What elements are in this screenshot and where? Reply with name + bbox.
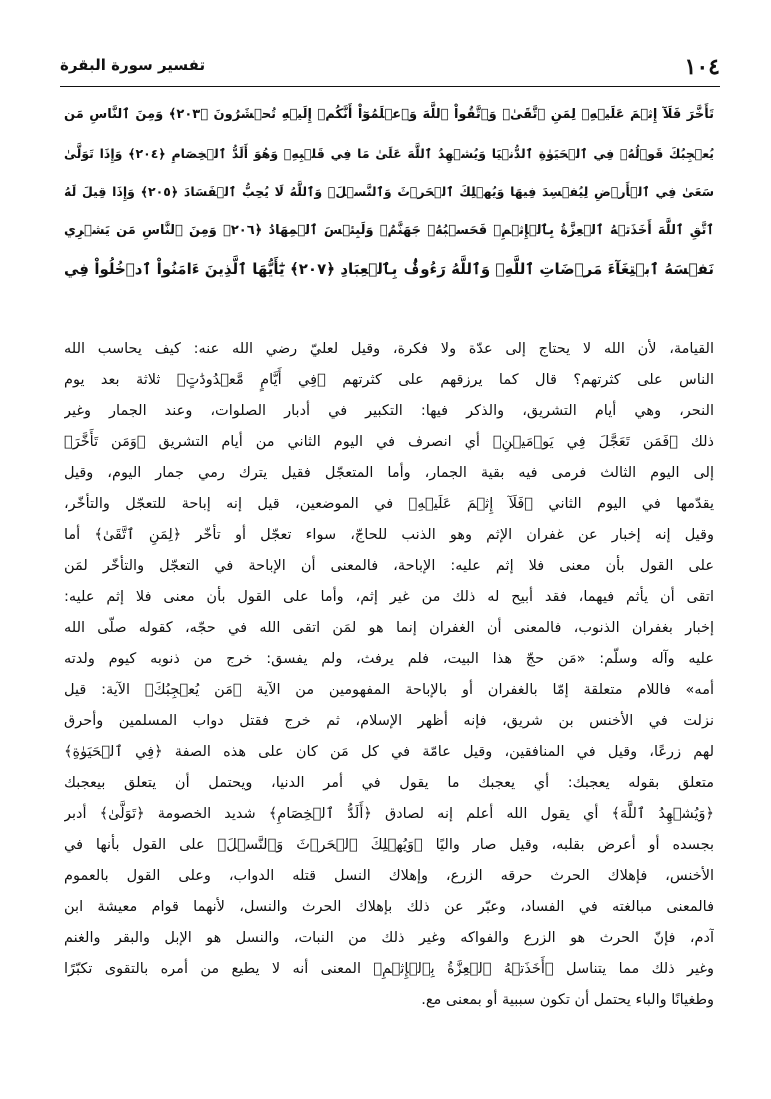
- quran-line: ٱتَّقِ ٱللَّهَ أَخَذَتۡهُ ٱلۡعِزَّةُ بِٱلۡإِثۡمِۚ فَحَسۡبُهُۥ جَهَنَّمُۖ وَلَبِئۡسَ ٱلۡمِهَادُ ﴿٢٠٦﴾ وَمِنَ ٱلنَّاسِ مَن يَشۡرِي: [64, 222, 714, 238]
- commentary-line: وطغيانًا والباء يحتمل أن تكون سببية أو بمعنى مع.: [421, 992, 714, 1008]
- header-divider: [60, 86, 720, 87]
- commentary-line: لهم زرعًا، وقيل في المنافقين، وقيل عامّة في كل مَن كان على هذه الصفة ﴿فِي ٱلۡحَيَوٰةِ﴾: [64, 744, 714, 760]
- commentary-line: أمه» فاللام متعلقة إمّا بالغفران أو بالإباحة المفهومين من الآية ﴿مَن يُعۡجِبُكَ﴾ الآية: قيل: [64, 682, 714, 698]
- commentary-line: الأخنس، فإهلاك الحرث حرقه الزرع، وإهلاك النسل قتله الدواب، وعلى القول بالعموم: [64, 868, 714, 884]
- commentary-line: عليه وآله وسلّم: «مَن حجّ هذا البيت، فلم يرفث، ولم يفسق: خرج من ذنوبه كيوم ولدته: [64, 651, 714, 667]
- commentary-line: بجسده أو أعرض بقلبه، وقيل صار واليًا ﴿وَيُهۡلِكَ ٱلۡحَرۡثَ وَٱلنَّسۡلَ﴾ على القول بأنها في: [64, 837, 714, 853]
- quran-line: تَأَخَّرَ فَلَآ إِثۡمَ عَلَيۡهِۖ لِمَنِ ٱتَّقَىٰۗ وَٱتَّقُواْ ٱللَّهَ وَٱعۡلَمُوٓاْ أَنَّكُمۡ إِلَيۡهِ تُحۡشَرُونَ ﴿٢٠٣﴾ وَمِنَ ٱلنَّاسِ مَن: [64, 107, 714, 122]
- commentary-line: وغير ذلك مما يتناسل ﴿أَخَذَتۡهُ ٱلۡعِزَّةُ بِٱلۡإِثۡمِ﴾ المعنى أنه لا يطيع من أمره بالتقوى تكبّرًا: [64, 961, 714, 977]
- commentary-line: الناس على كثرتهم؟ قال كما يرزقهم على كثرتهم ﴿فِي أَيَّامٍ مَّعۡدُودَٰتٍ﴾ ثلاثة بعد يوم: [64, 372, 714, 388]
- commentary-line: يقدّمها في اليوم الثاني ﴿فَلَآ إِثۡمَ عَلَيۡهِ﴾ في الموضعين، قيل إنه إباحة للتعجّل والتأخّر،: [64, 496, 714, 512]
- commentary-line: ﴿وَيُشۡهِدُ ٱللَّهَ﴾ أي يقول الله أعلم إنه لصادق ﴿أَلَدُّ ٱلۡخِصَامِ﴾ شديد الخصومة ﴿تَوَلَّىٰ﴾ أدبر: [64, 806, 714, 822]
- commentary-line: النحر، وهي أيام التشريق، والذكر فيها: التكبير في أدبار الصلوات، وعند الجمار وغير: [64, 403, 714, 419]
- commentary-line: نزلت في الأخنس بن شريق، فإنه أظهر الإسلام، ثم خرج فقتل دواب المسلمين وأحرق: [64, 713, 714, 729]
- commentary-line: ذلك ﴿فَمَن تَعَجَّلَ فِي يَوۡمَيۡنِ﴾ أي انصرف في اليوم الثاني من أيام التشريق ﴿وَمَن تَأَخَّرَ﴾: [64, 434, 714, 450]
- commentary-line: فالمعنى مبالغته في الفساد، وعبّر عن ذلك بإهلاك الحرث والنسل، لأنهما قوام معيشة ابن: [64, 899, 714, 915]
- commentary-line: إخبار بغفران الذنوب، فالمعنى أن الغفران إنما هو لمَن اتقى الله في حجّه، كقوله صلّى الله: [64, 620, 714, 636]
- commentary-line: اتقى أن يأثم فيهما، فقد أبيح له ذلك من غير إثم، وأما على القول بأن معنى فلا إثم عليه:: [64, 589, 714, 605]
- running-title: تفسير سورة البقرة: [60, 56, 206, 74]
- commentary-line: وقيل إنه إخبار عن غفران الإثم وهو الذنب للحاجّ، سواء تعجّل أو تأخّر ﴿لِمَنِ ٱتَّقَىٰ﴾ أما: [64, 527, 714, 543]
- quran-line: نَفۡسَهُ ٱبۡتِغَآءَ مَرۡضَاتِ ٱللَّهِۚ وَٱللَّهُ رَءُوفُۢ بِٱلۡعِبَادِ ﴿٢٠٧﴾ يَٰٓأَيُّهَا ٱلَّذِينَ ءَامَنُواْ ٱدۡخُلُواْ فِي: [64, 260, 714, 278]
- commentary-line: على القول بأن معنى فلا إثم عليه: الإباحة، فالمعنى أن الإباحة في التعجّل والتأخّر لمَن: [64, 558, 714, 574]
- page-number: ١٠٤: [684, 54, 720, 80]
- page-header: [60, 54, 720, 86]
- commentary-text: [64, 334, 714, 1016]
- quran-line: يُعۡجِبُكَ قَوۡلُهُۥ فِي ٱلۡحَيَوٰةِ ٱلدُّنۡيَا وَيُشۡهِدُ ٱللَّهَ عَلَىٰ مَا فِي قَلۡبِهِۦ وَهُوَ أَلَدُّ ٱلۡخِصَامِ ﴿٢٠٤﴾ وَإِذَا تَوَلَّىٰ: [64, 145, 714, 161]
- commentary-line: إلى اليوم الثالث فرمى فيه بقية الجمار، وأما المتعجّل فقيل يترك رمي جمار اليوم، وقيل: [64, 465, 714, 481]
- commentary-line: آدم، فإنّ الحرث هو الزرع والفواكه وغير ذلك من النبات، والنسل هو الإبل والبقر والغنم: [64, 930, 714, 946]
- commentary-line: متعلق بقوله يعجبك: أي يعجبك ما يقول في أمر الدنيا، ويحتمل أن يتعلق بيعجبك: [64, 775, 714, 791]
- quran-line: سَعَىٰ فِي ٱلۡأَرۡضِ لِيُفۡسِدَ فِيهَا وَيُهۡلِكَ ٱلۡحَرۡثَ وَٱلنَّسۡلَۚ وَٱللَّهُ لَا يُحِبُّ ٱلۡفَسَادَ ﴿٢٠٥﴾ وَإِذَا قِيلَ لَهُ: [64, 184, 714, 199]
- quran-verses: [64, 96, 714, 289]
- commentary-line: القيامة، لأن الله لا يحتاج إلى عدّة ولا فكرة، وقيل لعليّ رضي الله عنه: كيف يحاسب الله: [64, 341, 714, 357]
